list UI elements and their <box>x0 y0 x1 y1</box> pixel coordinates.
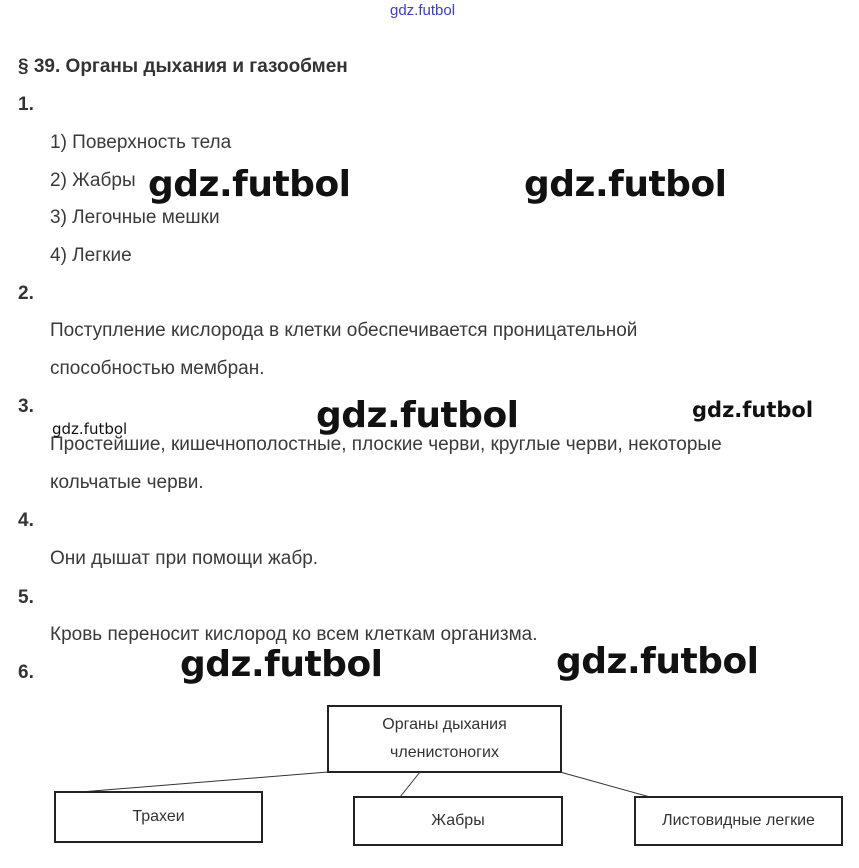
question-number-3: 3. <box>18 396 34 417</box>
site-link[interactable]: gdz.futbol <box>390 2 456 19</box>
question-number-5: 5. <box>18 587 34 608</box>
watermark: gdz.futbol <box>524 164 727 205</box>
diagram-child-label: Листовидные легкие <box>662 812 815 829</box>
diagram-child-trahei <box>54 791 263 843</box>
connector-zhabry <box>400 772 420 797</box>
answer-1-item-1: 1) Поверхность тела <box>50 132 232 153</box>
answer-2-line-1: Поступление кислорода в клетки обеспечивается проницательной <box>50 320 638 341</box>
answer-5-text: Кровь переносит кислород ко всем клеткам организма. <box>50 624 538 645</box>
diagram-root-box <box>327 705 562 773</box>
answer-1-item-3: 3) Легочные мешки <box>50 207 220 228</box>
diagram-child-listovidnye <box>634 796 843 846</box>
question-number-2: 2. <box>18 283 34 304</box>
page-title: § 39. Органы дыхания и газообмен <box>18 56 348 77</box>
connector-listovidnye <box>560 772 650 797</box>
watermark: gdz.futbol <box>316 395 519 436</box>
answer-2-line-2: способностью мембран. <box>50 358 265 379</box>
question-number-4: 4. <box>18 510 34 531</box>
diagram-root-line-2: членистоногих <box>390 744 499 761</box>
answer-3-line-2: кольчатые черви. <box>50 472 204 493</box>
watermark: gdz.futbol <box>556 641 759 682</box>
answer-3-line-1: Простейшие, кишечнополостные, плоские черви, круглые черви, некоторые <box>50 434 722 455</box>
question-number-1: 1. <box>18 94 34 115</box>
diagram-root-line-1: Органы дыхания <box>382 716 507 733</box>
diagram-child-label: Трахеи <box>132 808 185 825</box>
answer-4-text: Они дышат при помощи жабр. <box>50 548 319 569</box>
answer-1-item-2: 2) Жабры <box>50 170 136 191</box>
question-number-6: 6. <box>18 662 34 683</box>
watermark: gdz.futbol <box>52 420 128 438</box>
watermark: gdz.futbol <box>148 164 351 205</box>
diagram-child-zhabry <box>353 796 563 846</box>
watermark: gdz.futbol <box>692 398 814 422</box>
watermark: gdz.futbol <box>180 644 383 685</box>
answer-1-item-4: 4) Легкие <box>50 245 132 266</box>
diagram-child-label: Жабры <box>431 812 485 829</box>
